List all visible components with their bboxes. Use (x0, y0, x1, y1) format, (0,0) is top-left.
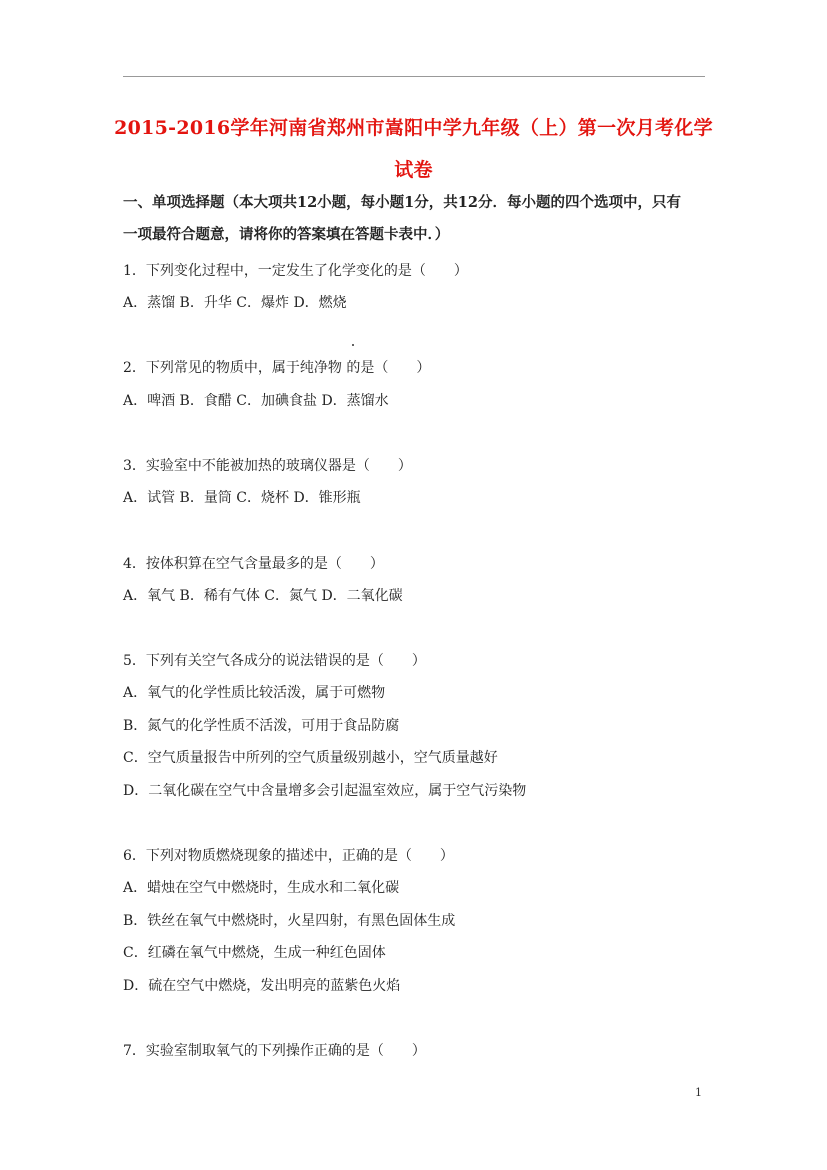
stray-dot-mark (352, 344, 354, 346)
question-5-option-c: C．空气质量报告中所列的空气质量级别越小，空气质量越好 (123, 750, 498, 766)
question-4-options: A．氧气 B．稀有气体 C．氮气 D．二氧化碳 (123, 588, 403, 604)
document-title-line-2: 试卷 (394, 159, 433, 181)
section-heading (123, 187, 713, 251)
question-6-option-c: C．红磷在氧气中燃烧，生成一种红色固体 (123, 945, 386, 961)
page-number: 1 (695, 1086, 702, 1099)
question-2-options: A．啤酒 B．食醋 C．加碘食盐 D．蒸馏水 (123, 393, 389, 409)
question-7-stem: 7．实验室制取氧气的下列操作正确的是（ ） (123, 1043, 426, 1059)
question-3-stem: 3．实验室中不能被加热的玻璃仪器是（ ） (123, 458, 412, 474)
question-1-options: A．蒸馏 B．升华 C．爆炸 D．燃烧 (123, 295, 347, 311)
question-4-stem: 4．按体积算在空气含量最多的是（ ） (123, 556, 384, 572)
question-6-option-a: A．蜡烛在空气中燃烧时，生成水和二氧化碳 (123, 880, 400, 896)
question-5-stem: 5．下列有关空气各成分的说法错误的是（ ） (123, 653, 426, 669)
section-heading-line-2: 一项最符合题意，请将你的答案填在答题卡表中．） (123, 226, 450, 243)
question-6-option-d: D．硫在空气中燃烧，发出明亮的蓝紫色火焰 (123, 978, 401, 994)
question-6-option-b: B．铁丝在氧气中燃烧时，火星四射，有黑色固体生成 (123, 913, 456, 929)
question-5-option-d: D．二氧化碳在空气中含量增多会引起温室效应，属于空气污染物 (123, 783, 527, 799)
question-6-stem: 6．下列对物质燃烧现象的描述中，正确的是（ ） (123, 848, 454, 864)
question-1-stem: 1．下列变化过程中，一定发生了化学变化的是（ ） (123, 263, 468, 279)
question-3-options: A．试管 B．量筒 C．烧杯 D．锥形瓶 (123, 490, 361, 506)
question-2-stem: 2．下列常见的物质中，属于纯净物 的是（ ） (123, 360, 431, 376)
document-title-line-1: 2015-2016学年河南省郑州市嵩阳中学九年级（上）第一次月考化学 (114, 117, 713, 139)
header-rule (123, 76, 705, 77)
section-heading-line-1: 一、单项选择题（本大项共12小题，每小题1分，共12分．每小题的四个选项中，只有 (123, 194, 681, 211)
question-5-option-a: A．氧气的化学性质比较活泼，属于可燃物 (123, 685, 386, 701)
question-5-option-b: B．氮气的化学性质不活泼，可用于食品防腐 (123, 718, 400, 734)
